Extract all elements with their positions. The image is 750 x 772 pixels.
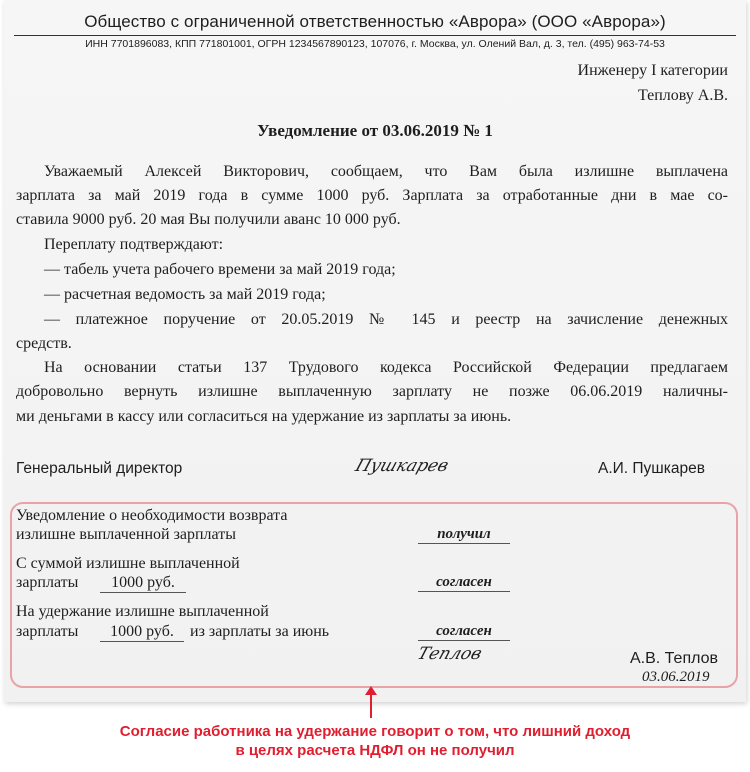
- director-signature: Пушкарев: [352, 456, 452, 476]
- document-title: Уведомление от 03.06.2019 № 1: [257, 121, 493, 140]
- header-divider: [14, 35, 736, 36]
- ack-row3-text: зарплаты: [16, 623, 79, 640]
- organization-requisites: ИНН 7701896083, КПП 771801001, ОГРН 1234567890123, 107076, г. Москва, ул. Олений Вал, д. 3, тел. (495) 963-74-53: [85, 38, 665, 50]
- ack-row3-text: На удержание излишне выплаченной: [16, 603, 269, 620]
- ack-row1-text: Уведомление о необходимости возврата: [16, 507, 288, 524]
- ack-row3-value: согласен: [418, 622, 510, 641]
- ack-row3-suffix: из зарплаты за июнь: [190, 623, 330, 640]
- paragraph-line: добровольно вернуть излишне выплаченную зарплату не позже 06.06.2019 наличны-: [16, 383, 728, 400]
- paragraph-line: ставила 9000 руб. 20 мая Вы получили аванс 10 000 руб.: [16, 211, 401, 228]
- addressee-name: Теплову А.В.: [637, 87, 728, 104]
- caption-line: в целях расчета НДФЛ он не получил: [235, 742, 515, 759]
- paragraph-line: зарплата за май 2019 года в сумме 1000 руб. Зарплата за отработанные дни в мае со-: [16, 187, 728, 204]
- ack-row2-text: С суммой излишне выплаченной: [16, 555, 240, 572]
- list-item: — платежное поручение от 20.05.2019 № 145 и реестр на зачисление денежных: [44, 311, 728, 328]
- list-item: — табель учета рабочего времени за май 2019 года;: [44, 261, 396, 278]
- director-name: А.И. Пушкарев: [598, 460, 705, 477]
- ack-row3-amount: 1000 руб.: [100, 623, 184, 642]
- employee-name: А.В. Теплов: [630, 650, 719, 667]
- employee-signature: Теплов: [414, 644, 485, 664]
- paragraph-line: Переплату подтверждают:: [44, 236, 224, 253]
- list-item: — расчетная ведомость за май 2019 года;: [44, 286, 326, 303]
- caption-line: Согласие работника на удержание говорит о том, что лишний доход: [119, 723, 631, 740]
- ack-row2-value: согласен: [418, 573, 510, 592]
- paragraph-line: ми деньгами в кассу или согласиться на удержание из зарплаты за июнь.: [16, 408, 512, 425]
- employee-date: 03.06.2019: [642, 669, 710, 685]
- organization-name: Общество с ограниченной ответственностью «Аврора» (ООО «Аврора»): [84, 12, 666, 31]
- paragraph-line: Уважаемый Алексей Викторович, сообщаем, что Вам была излишне выплачена: [44, 163, 728, 180]
- addressee-position: Инженеру I категории: [577, 62, 728, 79]
- ack-row1-text: излишне выплаченной зарплаты: [16, 526, 236, 543]
- ack-row2-amount: 1000 руб.: [100, 574, 186, 593]
- paragraph-line: На основании статьи 137 Трудового кодекса Российской Федерации предлагаем: [44, 359, 728, 376]
- arrow-up-icon: [360, 686, 382, 720]
- ack-row1-value: получил: [418, 525, 510, 544]
- director-position: Генеральный директор: [16, 460, 183, 477]
- list-item: средств.: [16, 335, 72, 352]
- ack-row2-text: зарплаты: [16, 574, 79, 591]
